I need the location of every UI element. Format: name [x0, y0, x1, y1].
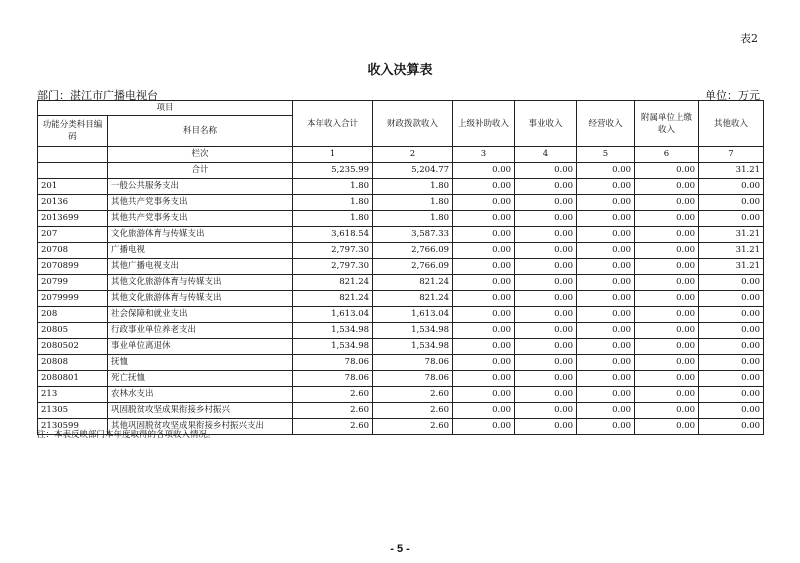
- row-value: 0.00: [453, 179, 515, 195]
- row-value: 3,618.54: [293, 227, 373, 243]
- row-code: 20805: [38, 323, 108, 339]
- row-value: 0.00: [635, 387, 699, 403]
- page-title: 收入决算表: [367, 63, 433, 78]
- row-value: 0.00: [515, 259, 577, 275]
- row-value: 2,766.09: [373, 259, 453, 275]
- footnote: 注：本表反映部门本年度取得的各项收入情况。: [37, 430, 216, 440]
- col-number: 4: [515, 147, 577, 163]
- row-value: 0.00: [453, 243, 515, 259]
- row-value: 1.80: [373, 211, 453, 227]
- row-code: 2070899: [38, 259, 108, 275]
- row-value: 0.00: [635, 371, 699, 387]
- table-row: [38, 371, 764, 387]
- row-value: 0.00: [635, 403, 699, 419]
- total-label: 合计: [108, 163, 293, 179]
- col-number: 3: [453, 147, 515, 163]
- row-code: 20136: [38, 195, 108, 211]
- total-cell: 0.00: [635, 163, 699, 179]
- col-number: 1: [293, 147, 373, 163]
- row-value: 0.00: [453, 291, 515, 307]
- row-value: 2,797.30: [293, 243, 373, 259]
- table-row: [38, 307, 764, 323]
- row-value: 31.21: [699, 243, 764, 259]
- row-value: 2.60: [373, 387, 453, 403]
- header-code: 功能分类科目编码: [38, 116, 108, 147]
- department-label: 部门：湛江市广播电视台: [37, 89, 158, 102]
- row-value: 1.80: [293, 179, 373, 195]
- row-value: 0.00: [515, 195, 577, 211]
- table-row: [38, 211, 764, 227]
- row-value: 0.00: [515, 227, 577, 243]
- row-value: 2.60: [373, 419, 453, 435]
- row-value: 821.24: [373, 275, 453, 291]
- row-name: 文化旅游体育与传媒支出: [108, 227, 293, 243]
- row-value: 0.00: [577, 195, 635, 211]
- header-col-1: 本年收入合计: [293, 101, 373, 147]
- row-value: 0.00: [699, 195, 764, 211]
- row-value: 2.60: [293, 387, 373, 403]
- row-value: 78.06: [373, 371, 453, 387]
- row-value: 0.00: [515, 323, 577, 339]
- row-value: 0.00: [635, 307, 699, 323]
- row-value: 78.06: [293, 371, 373, 387]
- table-row: [38, 259, 764, 275]
- header-name: 科目名称: [108, 116, 293, 147]
- header-col-5: 经营收入: [577, 101, 635, 147]
- col-label: 栏次: [108, 147, 293, 163]
- row-name: 其他巩固脱贫攻坚成果衔接乡村振兴支出: [108, 419, 293, 435]
- row-value: 0.00: [577, 227, 635, 243]
- total-row: [38, 163, 764, 179]
- header-col-3: 上级补助收入: [453, 101, 515, 147]
- row-value: 0.00: [515, 291, 577, 307]
- row-value: 0.00: [453, 355, 515, 371]
- table-row: [38, 403, 764, 419]
- row-value: 0.00: [453, 323, 515, 339]
- row-value: 0.00: [453, 211, 515, 227]
- row-code: 2080502: [38, 339, 108, 355]
- row-value: 0.00: [515, 179, 577, 195]
- row-name: 其他广播电视支出: [108, 259, 293, 275]
- table-number: 表2: [740, 32, 758, 45]
- row-code: 2130599: [38, 419, 108, 435]
- row-value: 1,534.98: [373, 339, 453, 355]
- row-code: 20799: [38, 275, 108, 291]
- row-value: 1.80: [293, 211, 373, 227]
- row-value: 0.00: [577, 339, 635, 355]
- row-value: 0.00: [453, 259, 515, 275]
- row-value: 0.00: [577, 323, 635, 339]
- row-value: 1.80: [293, 195, 373, 211]
- table-row: [38, 227, 764, 243]
- table-row: [38, 179, 764, 195]
- row-value: 1,613.04: [373, 307, 453, 323]
- row-value: 0.00: [453, 307, 515, 323]
- row-value: 0.00: [577, 403, 635, 419]
- row-value: 0.00: [577, 307, 635, 323]
- row-value: 0.00: [699, 323, 764, 339]
- row-value: 1,534.98: [293, 323, 373, 339]
- header-col-6: 附属单位上缴收入: [635, 101, 699, 147]
- row-code: 2013699: [38, 211, 108, 227]
- row-value: 0.00: [635, 259, 699, 275]
- row-code: 2079999: [38, 291, 108, 307]
- row-value: 0.00: [635, 339, 699, 355]
- row-value: 0.00: [515, 355, 577, 371]
- row-code: 201: [38, 179, 108, 195]
- total-cell: 0.00: [515, 163, 577, 179]
- row-value: 0.00: [515, 243, 577, 259]
- row-value: 2.60: [293, 419, 373, 435]
- row-value: 0.00: [577, 291, 635, 307]
- table-row: [38, 243, 764, 259]
- row-value: 0.00: [577, 259, 635, 275]
- page-number: - 5 -: [390, 543, 410, 555]
- row-value: 0.00: [635, 419, 699, 435]
- row-value: 1,534.98: [373, 323, 453, 339]
- table-row: [38, 387, 764, 403]
- col-number: 5: [577, 147, 635, 163]
- row-value: 0.00: [515, 419, 577, 435]
- row-name: 其他文化旅游体育与传媒支出: [108, 291, 293, 307]
- row-value: 31.21: [699, 259, 764, 275]
- row-value: 0.00: [635, 323, 699, 339]
- row-value: 78.06: [293, 355, 373, 371]
- row-value: 0.00: [453, 419, 515, 435]
- row-value: 0.00: [699, 339, 764, 355]
- row-value: 0.00: [577, 387, 635, 403]
- row-name: 其他共产党事务支出: [108, 211, 293, 227]
- row-code: 21305: [38, 403, 108, 419]
- header-row-1: [38, 101, 764, 116]
- row-name: 广播电视: [108, 243, 293, 259]
- row-value: 0.00: [699, 387, 764, 403]
- row-value: 0.00: [453, 227, 515, 243]
- row-value: 0.00: [515, 307, 577, 323]
- row-value: 0.00: [453, 195, 515, 211]
- total-cell: 5,235.99: [293, 163, 373, 179]
- row-value: 0.00: [515, 403, 577, 419]
- row-value: 78.06: [373, 355, 453, 371]
- total-cell: 5,204.77: [373, 163, 453, 179]
- row-value: 0.00: [635, 291, 699, 307]
- total-cell: 0.00: [453, 163, 515, 179]
- row-value: 0.00: [515, 275, 577, 291]
- row-value: 821.24: [293, 291, 373, 307]
- row-value: 0.00: [635, 275, 699, 291]
- row-value: 0.00: [635, 211, 699, 227]
- row-code: 213: [38, 387, 108, 403]
- row-value: 0.00: [515, 371, 577, 387]
- row-value: 0.00: [453, 371, 515, 387]
- row-value: 0.00: [577, 419, 635, 435]
- row-value: 0.00: [635, 195, 699, 211]
- row-name: 事业单位离退休: [108, 339, 293, 355]
- row-value: 0.00: [577, 275, 635, 291]
- column-number-row: [38, 147, 764, 163]
- col-number: 7: [699, 147, 764, 163]
- row-value: 0.00: [635, 355, 699, 371]
- row-name: 死亡抚恤: [108, 371, 293, 387]
- row-value: 0.00: [699, 211, 764, 227]
- row-value: 0.00: [635, 179, 699, 195]
- row-value: 0.00: [577, 355, 635, 371]
- row-value: 0.00: [515, 339, 577, 355]
- row-value: 0.00: [699, 371, 764, 387]
- row-name: 一般公共服务支出: [108, 179, 293, 195]
- row-code: 2080801: [38, 371, 108, 387]
- row-name: 社会保障和就业支出: [108, 307, 293, 323]
- row-value: 0.00: [699, 355, 764, 371]
- row-value: 0.00: [699, 291, 764, 307]
- row-value: 0.00: [699, 275, 764, 291]
- table-row: [38, 355, 764, 371]
- income-table: [37, 100, 764, 435]
- row-name: 农林水支出: [108, 387, 293, 403]
- row-code: 207: [38, 227, 108, 243]
- row-value: 0.00: [699, 179, 764, 195]
- header-item: 项目: [38, 101, 293, 116]
- row-value: 2.60: [293, 403, 373, 419]
- row-value: 0.00: [577, 211, 635, 227]
- table-row: [38, 291, 764, 307]
- row-value: 0.00: [699, 419, 764, 435]
- row-value: 0.00: [577, 243, 635, 259]
- row-value: 0.00: [453, 275, 515, 291]
- header-col-4: 事业收入: [515, 101, 577, 147]
- row-value: 0.00: [453, 339, 515, 355]
- row-value: 0.00: [635, 227, 699, 243]
- row-name: 行政事业单位养老支出: [108, 323, 293, 339]
- row-name: 其他共产党事务支出: [108, 195, 293, 211]
- header-col-7: 其他收入: [699, 101, 764, 147]
- row-value: 31.21: [699, 227, 764, 243]
- table-row: [38, 339, 764, 355]
- row-value: 3,587.33: [373, 227, 453, 243]
- row-value: 0.00: [453, 403, 515, 419]
- row-value: 1,534.98: [293, 339, 373, 355]
- row-value: 821.24: [293, 275, 373, 291]
- row-value: 0.00: [577, 179, 635, 195]
- row-value: 0.00: [699, 403, 764, 419]
- row-value: 2.60: [373, 403, 453, 419]
- row-code: 20808: [38, 355, 108, 371]
- row-value: 1,613.04: [293, 307, 373, 323]
- row-value: 0.00: [515, 211, 577, 227]
- total-cell: 31.21: [699, 163, 764, 179]
- table-row: [38, 323, 764, 339]
- col-number: 2: [373, 147, 453, 163]
- row-value: 2,797.30: [293, 259, 373, 275]
- row-value: 0.00: [699, 307, 764, 323]
- row-value: 1.80: [373, 179, 453, 195]
- row-name: 巩固脱贫攻坚成果衔接乡村振兴: [108, 403, 293, 419]
- row-value: 821.24: [373, 291, 453, 307]
- row-code: 208: [38, 307, 108, 323]
- row-value: 0.00: [577, 371, 635, 387]
- unit-label: 单位：万元: [705, 89, 760, 102]
- col-number: 6: [635, 147, 699, 163]
- table-row: [38, 195, 764, 211]
- row-code: 20708: [38, 243, 108, 259]
- row-value: 0.00: [635, 243, 699, 259]
- row-name: 抚恤: [108, 355, 293, 371]
- header-col-2: 财政拨款收入: [373, 101, 453, 147]
- row-value: 2,766.09: [373, 243, 453, 259]
- row-value: 0.00: [453, 387, 515, 403]
- row-name: 其他文化旅游体育与传媒支出: [108, 275, 293, 291]
- table-row: [38, 275, 764, 291]
- row-value: 1.80: [373, 195, 453, 211]
- row-value: 0.00: [515, 387, 577, 403]
- total-cell: 0.00: [577, 163, 635, 179]
